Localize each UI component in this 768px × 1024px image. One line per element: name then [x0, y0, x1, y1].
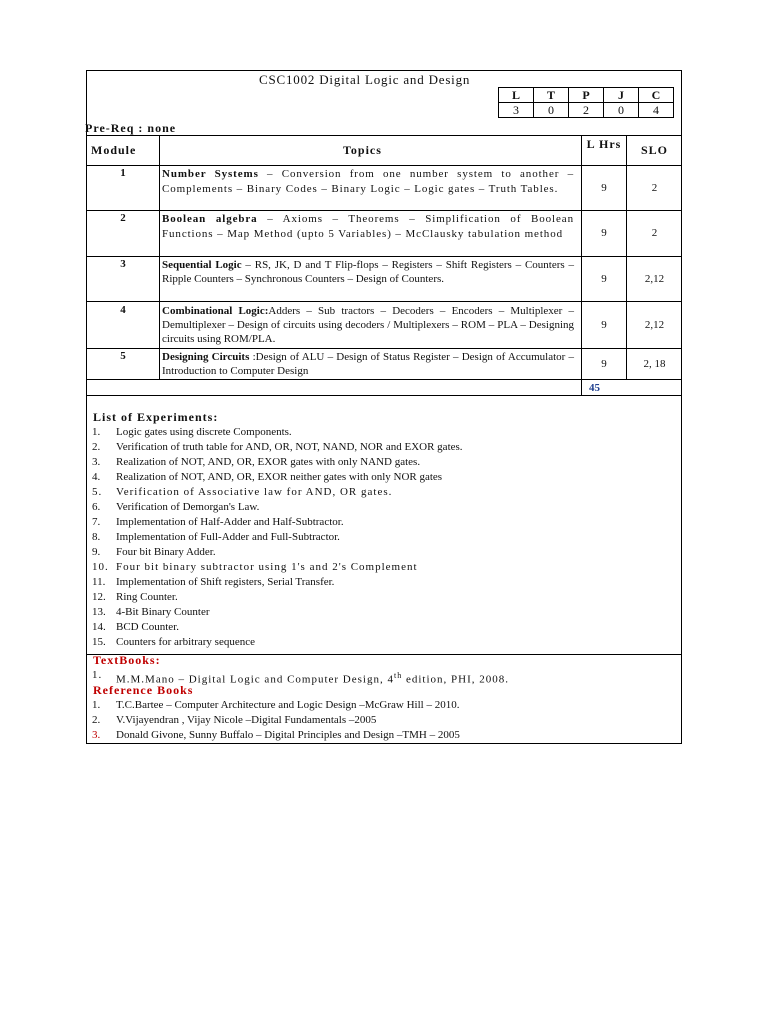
textbook-text: M.M.Mano – Digital Logic and Computer Design, 4 — [116, 673, 394, 686]
divider — [87, 654, 681, 655]
ltpjc-label-c: C — [639, 88, 674, 103]
lecture-hours: 9 — [601, 319, 607, 331]
list-item — [92, 425, 463, 440]
experiment-text: Ring Counter. — [116, 591, 178, 603]
slo-value: 2,12 — [644, 319, 665, 331]
reference-text: T.C.Bartee – Computer Architecture and Logic Design –McGraw Hill – 2010. — [116, 699, 460, 711]
item-number: 10. — [92, 561, 109, 573]
experiment-text: Realization of NOT, AND, OR, EXOR neither gates with only NOR gates — [116, 471, 443, 483]
module-number: 2 — [120, 212, 126, 224]
ltpjc-table — [498, 87, 674, 118]
list-item — [92, 713, 460, 728]
item-number: 13. — [92, 606, 106, 618]
module-topic — [162, 167, 574, 197]
ltpjc-value-c: 4 — [639, 103, 674, 118]
experiment-text: Four bit binary subtractor using 1's and 2's Complement — [116, 561, 418, 573]
list-item — [92, 728, 460, 743]
column-header-hours: L Hrs — [586, 137, 622, 151]
list-item — [92, 500, 463, 515]
textbook-text: edition, PHI, 2008. — [402, 673, 509, 686]
topic-title: Boolean algebra — [162, 213, 258, 225]
experiment-text: Implementation of Shift registers, Serial Transfer. — [116, 576, 335, 588]
divider — [87, 135, 681, 136]
list-item — [92, 455, 463, 470]
list-item — [92, 698, 460, 713]
ltpjc-label-t: T — [534, 88, 569, 103]
topic-text: Adders – Sub tractors – Decoders – Encoders – Multiplexer – Demultiplexer – Design of circuits using decoders / Multiplexers – ROM – PLA – Designing circuits using ROM/PLA. — [162, 305, 574, 345]
item-number: 6. — [92, 501, 101, 513]
ltpjc-label-p: P — [569, 88, 604, 103]
divider — [581, 135, 582, 395]
divider — [626, 135, 627, 379]
list-item — [92, 470, 463, 485]
experiment-text: Four bit Binary Adder. — [116, 546, 216, 558]
list-item — [92, 575, 463, 590]
experiment-text: 4-Bit Binary Counter — [116, 606, 210, 618]
divider — [87, 301, 681, 302]
module-topic — [162, 350, 574, 378]
topic-text: – RS, JK, D and T Flip-flops – Registers – Shift Registers – Counters – Ripple Counters – Synchronous Counters – Design of Counters. — [162, 259, 574, 285]
lecture-hours: 9 — [601, 227, 607, 239]
item-number: 1. — [92, 426, 101, 438]
topic-title: Designing Circuits — [162, 351, 250, 363]
column-header-slo: SLO — [641, 143, 669, 157]
list-item — [92, 635, 463, 650]
experiment-text: Verification of Associative law for AND, OR gates. — [116, 486, 393, 498]
list-item — [92, 515, 463, 530]
experiment-text: Logic gates using discrete Components. — [116, 426, 292, 438]
item-number: 2. — [92, 714, 101, 726]
topic-text: – Axioms – Theorems – Simplification of Boolean Functions – Map Method (upto 5 Variables) – McClausky tabulation method — [162, 213, 574, 240]
lecture-hours: 9 — [601, 182, 607, 194]
divider — [87, 348, 681, 349]
topic-text: :Design of ALU – Design of Status Register – Design of Accumulator – Introduction to Computer Design — [162, 351, 575, 377]
ltpjc-label-l: L — [499, 88, 534, 103]
ltpjc-value-l: 3 — [499, 103, 534, 118]
item-number: 12. — [92, 591, 106, 603]
item-number: 1. — [92, 699, 101, 711]
item-number: 4. — [92, 471, 101, 483]
list-item — [92, 668, 509, 686]
module-number: 5 — [120, 350, 126, 362]
item-number: 5. — [92, 486, 103, 498]
topic-title: Sequential Logic — [162, 259, 242, 271]
experiment-text: Implementation of Full-Adder and Full-Subtractor. — [116, 531, 340, 543]
module-number: 4 — [120, 304, 126, 316]
course-title: CSC1002 Digital Logic and Design — [259, 72, 471, 87]
slo-value: 2, 18 — [643, 358, 666, 370]
list-item — [92, 440, 463, 455]
divider — [87, 379, 681, 380]
column-header-module: Module — [91, 143, 137, 157]
list-item — [92, 590, 463, 605]
experiment-text: Verification of truth table for AND, OR, NOT, NAND, NOR and EXOR gates. — [116, 441, 463, 453]
lecture-hours: 9 — [601, 273, 607, 285]
item-number: 2. — [92, 441, 101, 453]
module-number: 3 — [120, 258, 126, 270]
item-number: 1. — [92, 669, 103, 681]
divider — [87, 395, 681, 396]
ltpjc-value-p: 2 — [569, 103, 604, 118]
experiment-text: Counters for arbitrary sequence — [116, 636, 255, 648]
list-item — [92, 620, 463, 635]
list-item — [92, 560, 463, 575]
experiment-text: Realization of NOT, AND, OR, EXOR gates with only NAND gates. — [116, 456, 421, 468]
list-item — [92, 485, 463, 500]
syllabus-frame — [86, 70, 682, 744]
column-header-topics: Topics — [343, 143, 382, 157]
divider — [87, 210, 681, 211]
experiments-list — [92, 425, 463, 650]
item-number: 11. — [92, 576, 106, 588]
experiment-text: Verification of Demorgan's Law. — [116, 501, 260, 513]
topic-title: Number Systems — [162, 168, 259, 180]
item-number: 3. — [92, 729, 101, 741]
item-number: 9. — [92, 546, 101, 558]
reference-text: Donald Givone, Sunny Buffalo – Digital Principles and Design –TMH – 2005 — [116, 729, 460, 741]
module-topic — [162, 212, 574, 242]
topic-text: – Conversion from one number system to another – Complements – Binary Codes – Binary Logic – Logic gates – Truth Tables. — [162, 168, 574, 195]
reference-text: V.Vijayendran , Vijay Nicole –Digital Fundamentals –2005 — [116, 714, 377, 726]
item-number: 7. — [92, 516, 101, 528]
textbooks-list — [92, 668, 509, 686]
references-list — [92, 698, 460, 743]
divider — [87, 165, 681, 166]
references-title: Reference Books — [93, 683, 194, 697]
ltpjc-value-t: 0 — [534, 103, 569, 118]
item-number: 14. — [92, 621, 106, 633]
superscript: th — [393, 671, 403, 680]
slo-value: 2 — [651, 227, 658, 239]
list-item — [92, 530, 463, 545]
list-item — [92, 605, 463, 620]
divider — [87, 256, 681, 257]
slo-value: 2,12 — [644, 273, 665, 285]
slo-value: 2 — [651, 182, 658, 194]
ltpjc-value-j: 0 — [604, 103, 639, 118]
ltpjc-label-j: J — [604, 88, 639, 103]
divider — [159, 135, 160, 379]
item-number: 15. — [92, 636, 106, 648]
textbooks-title: TextBooks: — [93, 653, 161, 667]
experiment-text: BCD Counter. — [116, 621, 179, 633]
item-number: 3. — [92, 456, 101, 468]
lecture-hours: 9 — [601, 358, 607, 370]
total-hours: 45 — [589, 382, 600, 394]
topic-title: Combinational Logic: — [162, 305, 269, 317]
list-item — [92, 545, 463, 560]
experiments-title: List of Experiments: — [93, 410, 219, 424]
module-topic — [162, 258, 574, 286]
module-topic — [162, 304, 574, 346]
prereq-label: Pre-Req : none — [85, 121, 177, 135]
experiment-text: Implementation of Half-Adder and Half-Subtractor. — [116, 516, 344, 528]
module-number: 1 — [120, 167, 126, 179]
item-number: 8. — [92, 531, 101, 543]
